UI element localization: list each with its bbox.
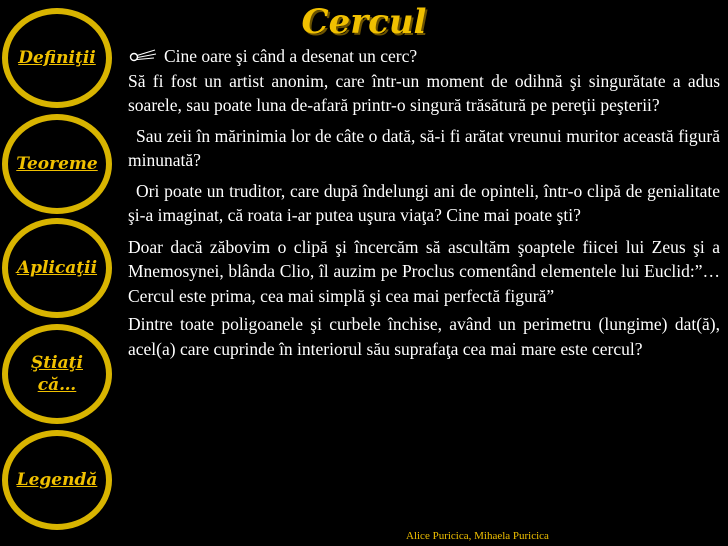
paragraph-4: Doar dacă zăbovim o clipă şi încercăm să ascultăm şoaptele fiicei lui Zeus şi a Mnemosynei, blânda Clio, îl auzim pe Proclus comentând elementele lui Euclid:”…Cercul este prima, cea mai simplă şi cea mai perfectă figură” (128, 236, 720, 306)
nav-label-stiati (31, 352, 83, 396)
paragraph-1: Să fi fost un artist anonim, care într-un moment de odihnă şi singurătate a adus soarele, sau poate luna de-afară printr-o singură trăsătură pe pereţii peşterii? (128, 70, 720, 115)
question-line (128, 44, 720, 69)
comet-icon (128, 49, 158, 63)
nav-label-definitii: Definiţii (18, 48, 96, 68)
nav-button-definitii[interactable] (2, 8, 112, 108)
nav-label-aplicatii: Aplicaţii (16, 258, 98, 278)
paragraph-3: Ori poate un truditor, care după îndelungi ani de opinteli, într-o clipă de genialitate şi-a imaginat, că roata i-ar putea uşura viaţa? Cine mai poate şti? (128, 180, 720, 225)
nav-label-stiati-line1: Ştiaţi (31, 353, 83, 373)
authors-footer: Alice Puricica, Mihaela Puricica (406, 530, 549, 542)
question-text: Cine oare şi când a desenat un cerc? (164, 46, 418, 66)
nav-button-aplicatii[interactable] (2, 218, 112, 318)
content-area (128, 44, 720, 361)
nav-button-legenda[interactable] (2, 430, 112, 530)
nav-label-stiati-line2: că… (37, 375, 77, 395)
paragraph-5: Dintre toate poligoanele şi curbele închise, având un perimetru (lungime) dat(ă), acel(a) care cuprinde în interiorul său suprafaţa cea mai mare este cercul? (128, 314, 720, 359)
nav-label-legenda: Legendă (16, 470, 98, 490)
nav-button-teoreme[interactable] (2, 114, 112, 214)
paragraph-2: Sau zeii în mărinimia lor de câte o dată, să-i fi arătat vreunui muritor această figură minunată? (128, 125, 720, 170)
page-title: Cercul (301, 2, 427, 42)
nav-button-stiati[interactable] (2, 324, 112, 424)
nav-label-teoreme: Teoreme (16, 154, 98, 174)
